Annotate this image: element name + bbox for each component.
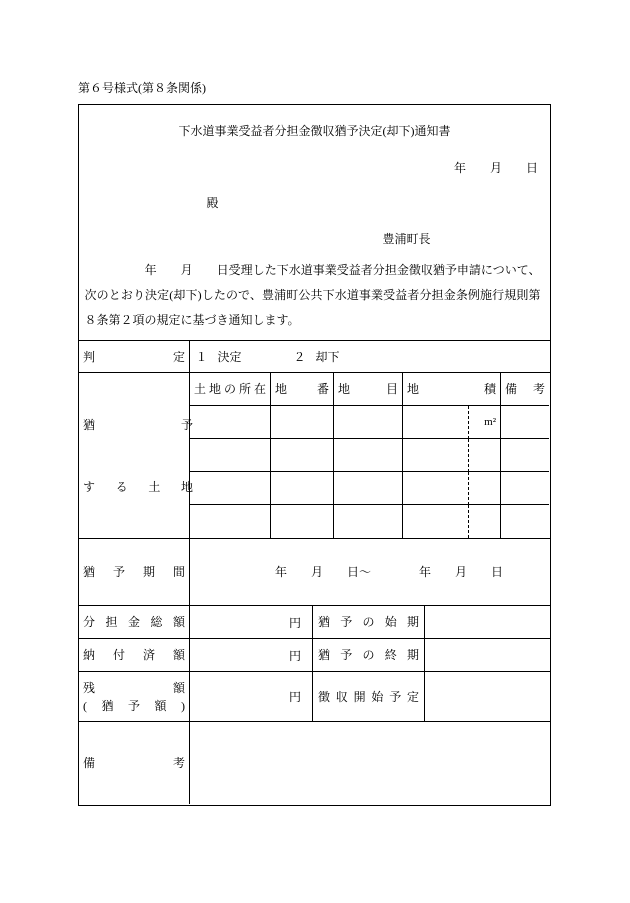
issuer-name: 豊浦町長	[382, 231, 431, 246]
land-header-area	[403, 373, 501, 406]
label-char: 始	[371, 689, 384, 704]
label-char: 備	[505, 382, 518, 396]
judgment-option-rejection	[294, 348, 340, 365]
notice-body	[85, 258, 541, 333]
option-number: １	[195, 350, 208, 364]
land-cell-remarks	[501, 472, 549, 505]
land-header-lot-number	[271, 373, 334, 406]
land-header-category	[334, 373, 403, 406]
remaining-amount-label-cell	[79, 672, 190, 721]
land-cell-category	[334, 439, 403, 472]
land-cell-area-unit	[469, 406, 501, 439]
notice-title: 下水道事業受益者分担金徴収猶予決定(却下)通知書	[178, 124, 451, 138]
label-char: す	[83, 479, 96, 494]
land-cell-location	[190, 406, 271, 439]
label-char: 地	[275, 382, 288, 396]
remaining-amount-fields	[190, 672, 550, 721]
total-amount-value-cell	[190, 606, 313, 638]
label-char: 所	[238, 382, 251, 396]
label-char: )	[180, 698, 185, 713]
label-char: 予	[340, 615, 353, 629]
label-char: る	[115, 479, 128, 494]
land-cell-area-unit	[469, 439, 501, 472]
remaining-amount-value-cell	[190, 672, 313, 721]
label-char: 猶	[83, 417, 96, 432]
land-cell-category	[334, 505, 403, 538]
column-label	[338, 382, 398, 396]
judgment-label	[83, 350, 185, 364]
land-cell-remarks	[501, 406, 549, 439]
label-char: 定	[406, 689, 419, 704]
remaining-amount-label-line-1	[83, 679, 185, 697]
land-table	[190, 373, 550, 538]
label-char: 開	[353, 689, 366, 704]
column-label	[275, 382, 329, 396]
judgment-row	[79, 340, 550, 372]
yen-unit: 円	[288, 615, 301, 630]
deferral-period-value-cell	[190, 539, 550, 605]
deferral-start-label	[318, 615, 419, 629]
label-char: 目	[385, 382, 398, 396]
label-char: 備	[83, 756, 96, 770]
option-number: ２	[293, 350, 306, 364]
label-char: 在	[253, 382, 266, 396]
land-cell-area	[403, 472, 469, 505]
land-header-location	[190, 373, 271, 406]
notice-body-line-1: 年 月 日受理した下水道事業受益者分担金徴収猶予申請について、	[84, 263, 541, 277]
paid-amount-label	[83, 648, 185, 662]
label-char: 総	[150, 615, 163, 629]
land-cell-location	[190, 505, 271, 538]
paid-amount-label-cell	[79, 639, 190, 671]
deferral-period-label	[83, 565, 185, 579]
notice-body-line-3: ８条第２項の規定に基づき通知します。	[84, 313, 300, 327]
label-char: 金	[127, 615, 140, 629]
option-text: 決定	[217, 350, 242, 364]
label-char: 始	[384, 615, 397, 629]
collection-start-label	[318, 690, 419, 704]
deferral-end-value-cell	[425, 639, 549, 671]
paid-amount-fields	[190, 639, 550, 671]
label-char: 予	[389, 689, 402, 704]
notice-form	[78, 104, 551, 806]
total-amount-row	[79, 605, 550, 638]
label-char: 土	[148, 479, 161, 494]
land-cell-area	[403, 406, 469, 439]
land-cell-category	[334, 472, 403, 505]
total-amount-fields	[190, 606, 550, 638]
label-char: 土	[194, 382, 207, 396]
land-cell-remarks	[501, 505, 549, 538]
label-char: 定	[172, 349, 185, 364]
land-cell-remarks	[501, 439, 549, 472]
label-char: 考	[172, 756, 185, 770]
label-char: 終	[384, 648, 397, 662]
label-char: 猶	[318, 615, 331, 629]
notice-date: 年 月 日	[453, 160, 538, 175]
addressee-honorific: 殿	[206, 195, 219, 210]
total-amount-label	[83, 615, 185, 629]
yen-unit: 円	[288, 690, 301, 704]
collection-start-label-cell	[313, 672, 425, 721]
deferred-land-label-line-2	[83, 480, 193, 494]
remarks-label	[83, 756, 185, 770]
label-char: 予	[340, 648, 353, 662]
remarks-row	[79, 721, 550, 804]
label-char: 済	[142, 648, 155, 662]
remaining-amount-label-line-2	[83, 697, 185, 715]
column-label	[407, 382, 496, 396]
land-header-remarks	[501, 373, 549, 406]
label-char: 猶	[101, 698, 114, 713]
label-char: 額	[172, 648, 185, 662]
label-char: 間	[172, 565, 185, 579]
notice-header	[79, 105, 550, 340]
deferral-period-value: 年 月 日〜 年 月 日	[275, 565, 504, 579]
form-number: 第６号様式(第８条関係)	[78, 81, 206, 95]
label-char: 額	[172, 615, 185, 629]
judgment-option-decision	[196, 348, 242, 365]
label-char: の	[362, 615, 375, 629]
collection-start-value-cell	[425, 672, 549, 721]
label-char: 納	[83, 648, 96, 662]
column-label	[194, 382, 266, 396]
label-char: 期	[406, 648, 419, 662]
label-char: 猶	[318, 648, 331, 662]
label-char: の	[223, 382, 236, 396]
yen-unit: 円	[288, 648, 301, 663]
column-label	[505, 382, 545, 396]
label-char: 考	[532, 382, 545, 396]
paid-amount-row	[79, 638, 550, 671]
label-char: の	[362, 648, 375, 662]
label-char: 期	[406, 615, 419, 629]
deferral-end-label	[318, 648, 419, 662]
label-char: 予	[112, 565, 125, 579]
total-amount-label-cell	[79, 606, 190, 638]
area-unit: m²	[484, 416, 496, 428]
deferred-land-label-cell	[79, 373, 193, 538]
label-char: 予	[180, 417, 193, 432]
land-cell-area	[403, 439, 469, 472]
label-char: 番	[316, 382, 329, 396]
label-char: 判	[83, 349, 96, 364]
deferred-land-row	[79, 372, 550, 538]
land-cell-location	[190, 439, 271, 472]
label-char: 地	[208, 382, 221, 396]
label-char: 猶	[83, 565, 96, 579]
judgment-options	[190, 341, 550, 372]
land-cell-area-unit	[469, 505, 501, 538]
land-cell-category	[334, 406, 403, 439]
deferral-period-label-cell	[79, 539, 190, 605]
label-char: 地	[338, 382, 351, 396]
label-char: 収	[335, 689, 348, 704]
deferral-start-label-cell	[313, 606, 425, 638]
label-char: 地	[180, 479, 193, 494]
remarks-label-cell	[79, 722, 190, 804]
notice-body-line-2: 次のとおり決定(却下)したので、豊浦町公共下水道事業受益者分担金条例施行規則第	[84, 288, 541, 302]
land-cell-location	[190, 472, 271, 505]
label-char: 積	[483, 382, 496, 396]
label-char: (	[83, 698, 87, 713]
label-char: 付	[112, 648, 125, 662]
deferral-start-value-cell	[425, 606, 549, 638]
paid-amount-value-cell	[190, 639, 313, 671]
label-char: 地	[407, 382, 420, 396]
deferred-land-label-line-1	[83, 418, 193, 432]
land-cell-lot-number	[271, 439, 334, 472]
land-cell-area	[403, 505, 469, 538]
remarks-value-cell	[190, 722, 550, 804]
deferral-period-row	[79, 538, 550, 605]
land-cell-lot-number	[271, 406, 334, 439]
judgment-label-cell	[79, 341, 190, 372]
land-cell-lot-number	[271, 472, 334, 505]
option-text: 却下	[315, 350, 340, 364]
label-char: 担	[105, 615, 118, 629]
label-char: 残	[83, 680, 96, 695]
label-char: 期	[142, 565, 155, 579]
remaining-amount-row	[79, 671, 550, 721]
label-char: 額	[172, 680, 185, 695]
land-cell-lot-number	[271, 505, 334, 538]
label-char: 徴	[318, 689, 331, 704]
deferral-end-label-cell	[313, 639, 425, 671]
label-char: 分	[83, 615, 96, 629]
label-char: 額	[154, 698, 167, 713]
label-char: 予	[127, 698, 140, 713]
land-cell-area-unit	[469, 472, 501, 505]
